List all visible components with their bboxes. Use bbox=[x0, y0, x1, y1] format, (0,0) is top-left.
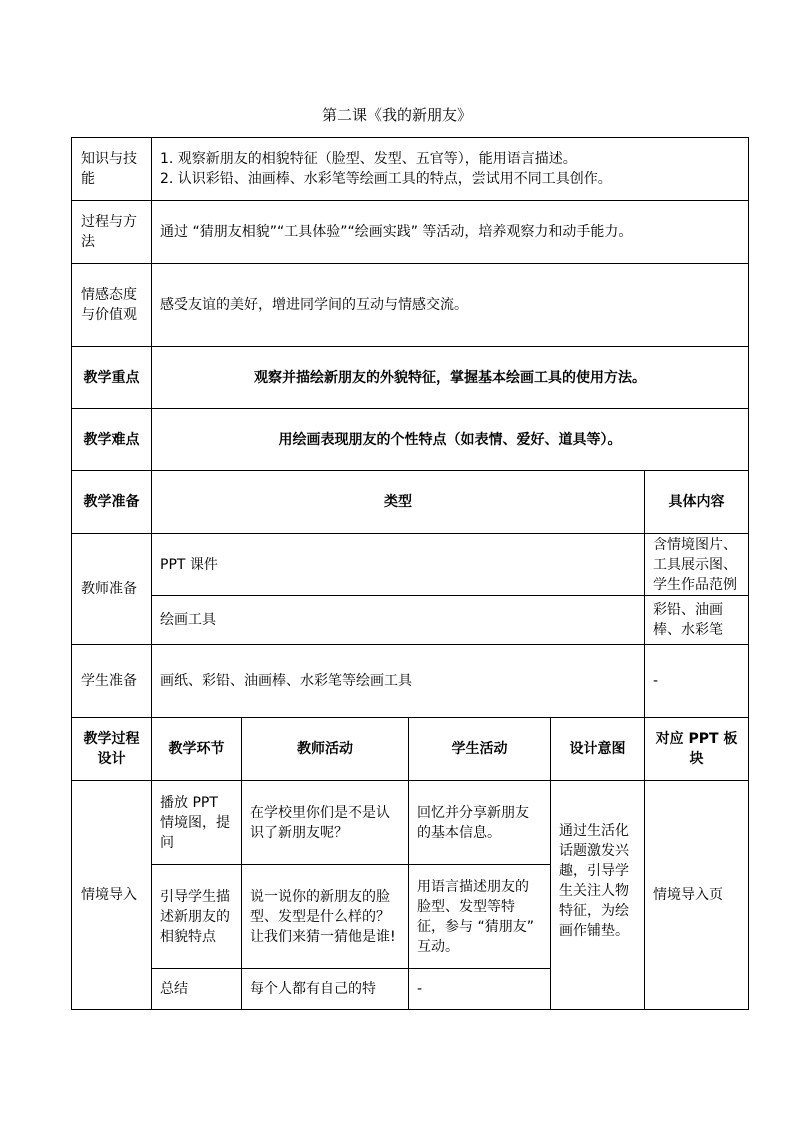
teacher-prep-row bbox=[72, 596, 749, 645]
prep-type-cell: PPT 课件 bbox=[152, 534, 645, 596]
page-title: 第二课《我的新朋友》 bbox=[321, 106, 472, 124]
key-point-label: 教学重点 bbox=[72, 347, 152, 409]
teacher-activity-cell: 在学校里你们是不是认识了新朋友呢？ bbox=[242, 781, 409, 865]
objective-row-knowledge bbox=[72, 138, 749, 201]
process-header: 教学过程设计 bbox=[72, 718, 152, 781]
process-header: 学生活动 bbox=[409, 718, 551, 781]
key-point-row bbox=[72, 347, 749, 409]
process-header: 教师活动 bbox=[242, 718, 409, 781]
objective-content: 感受友谊的美好，增进同学间的互动与情感交流。 bbox=[152, 264, 749, 347]
preparation-header-row bbox=[72, 471, 749, 534]
design-intent-cell: 通过生活化话题激发兴趣，引导学生关注人物特征，为绘画作铺垫。 bbox=[551, 781, 645, 1010]
process-header: 设计意图 bbox=[551, 718, 645, 781]
lesson-plan-table bbox=[71, 137, 749, 1010]
process-header-row bbox=[72, 718, 749, 781]
process-header: 教学环节 bbox=[152, 718, 242, 781]
objective-label: 过程与方法 bbox=[72, 201, 152, 264]
process-stage-cell: 情境导入 bbox=[72, 781, 152, 1010]
column-header-type: 类型 bbox=[152, 471, 645, 534]
teacher-activity-cell: 说一说你的新朋友的脸型、发型是什么样的？让我们来猜一猜他是谁! bbox=[242, 865, 409, 969]
preparation-label: 教学准备 bbox=[72, 471, 152, 534]
process-step-cell: 引导学生描述新朋友的相貌特点 bbox=[152, 865, 242, 969]
prep-content-cell: 彩铅、油画棒、水彩笔 bbox=[645, 596, 749, 645]
process-step-cell: 总结 bbox=[152, 969, 242, 1010]
student-activity-cell: 用语言描述朋友的脸型、发型等特征，参与 “猜朋友” 互动。 bbox=[409, 865, 551, 969]
prep-type-cell: 绘画工具 bbox=[152, 596, 645, 645]
objective-label: 知识与技能 bbox=[72, 138, 152, 201]
difficulty-label: 教学难点 bbox=[72, 409, 152, 471]
column-header-content: 具体内容 bbox=[645, 471, 749, 534]
student-prep-row bbox=[72, 645, 749, 718]
key-point-content: 观察并描绘新朋友的外貌特征，掌握基本绘画工具的使用方法。 bbox=[152, 347, 749, 409]
process-step-cell: 播放 PPT 情境图，提问 bbox=[152, 781, 242, 865]
objective-label: 情感态度与价值观 bbox=[72, 264, 152, 347]
student-activity-cell: 回忆并分享新朋友的基本信息。 bbox=[409, 781, 551, 865]
teacher-activity-cell: 每个人都有自己的特 bbox=[242, 969, 409, 1010]
objective-row-process bbox=[72, 201, 749, 264]
process-header: 对应 PPT 板块 bbox=[645, 718, 749, 781]
objective-content: 通过 “猜朋友相貌”“工具体验”“绘画实践” 等活动，培养观察力和动手能力。 bbox=[152, 201, 749, 264]
difficulty-row bbox=[72, 409, 749, 471]
prep-content-cell: 含情境图片、工具展示图、学生作品范例 bbox=[645, 534, 749, 596]
student-prep-label: 学生准备 bbox=[72, 645, 152, 718]
difficulty-content: 用绘画表现朋友的个性特点（如表情、爱好、道具等）。 bbox=[152, 409, 749, 471]
objective-line: 2. 认识彩铅、油画棒、水彩笔等绘画工具的特点，尝试用不同工具创作。 bbox=[160, 171, 612, 187]
student-activity-cell: - bbox=[409, 969, 551, 1010]
objective-content bbox=[152, 138, 749, 201]
prep-type-cell: 画纸、彩铅、油画棒、水彩笔等绘画工具 bbox=[152, 645, 645, 718]
process-row bbox=[72, 781, 749, 865]
objective-line: 1. 观察新朋友的相貌特征（脸型、发型、五官等），能用语言描述。 bbox=[160, 151, 577, 167]
ppt-block-cell: 情境导入页 bbox=[645, 781, 749, 1010]
prep-content-cell: - bbox=[645, 645, 749, 718]
teacher-prep-label: 教师准备 bbox=[72, 534, 152, 645]
objective-row-emotion bbox=[72, 264, 749, 347]
teacher-prep-row bbox=[72, 534, 749, 596]
